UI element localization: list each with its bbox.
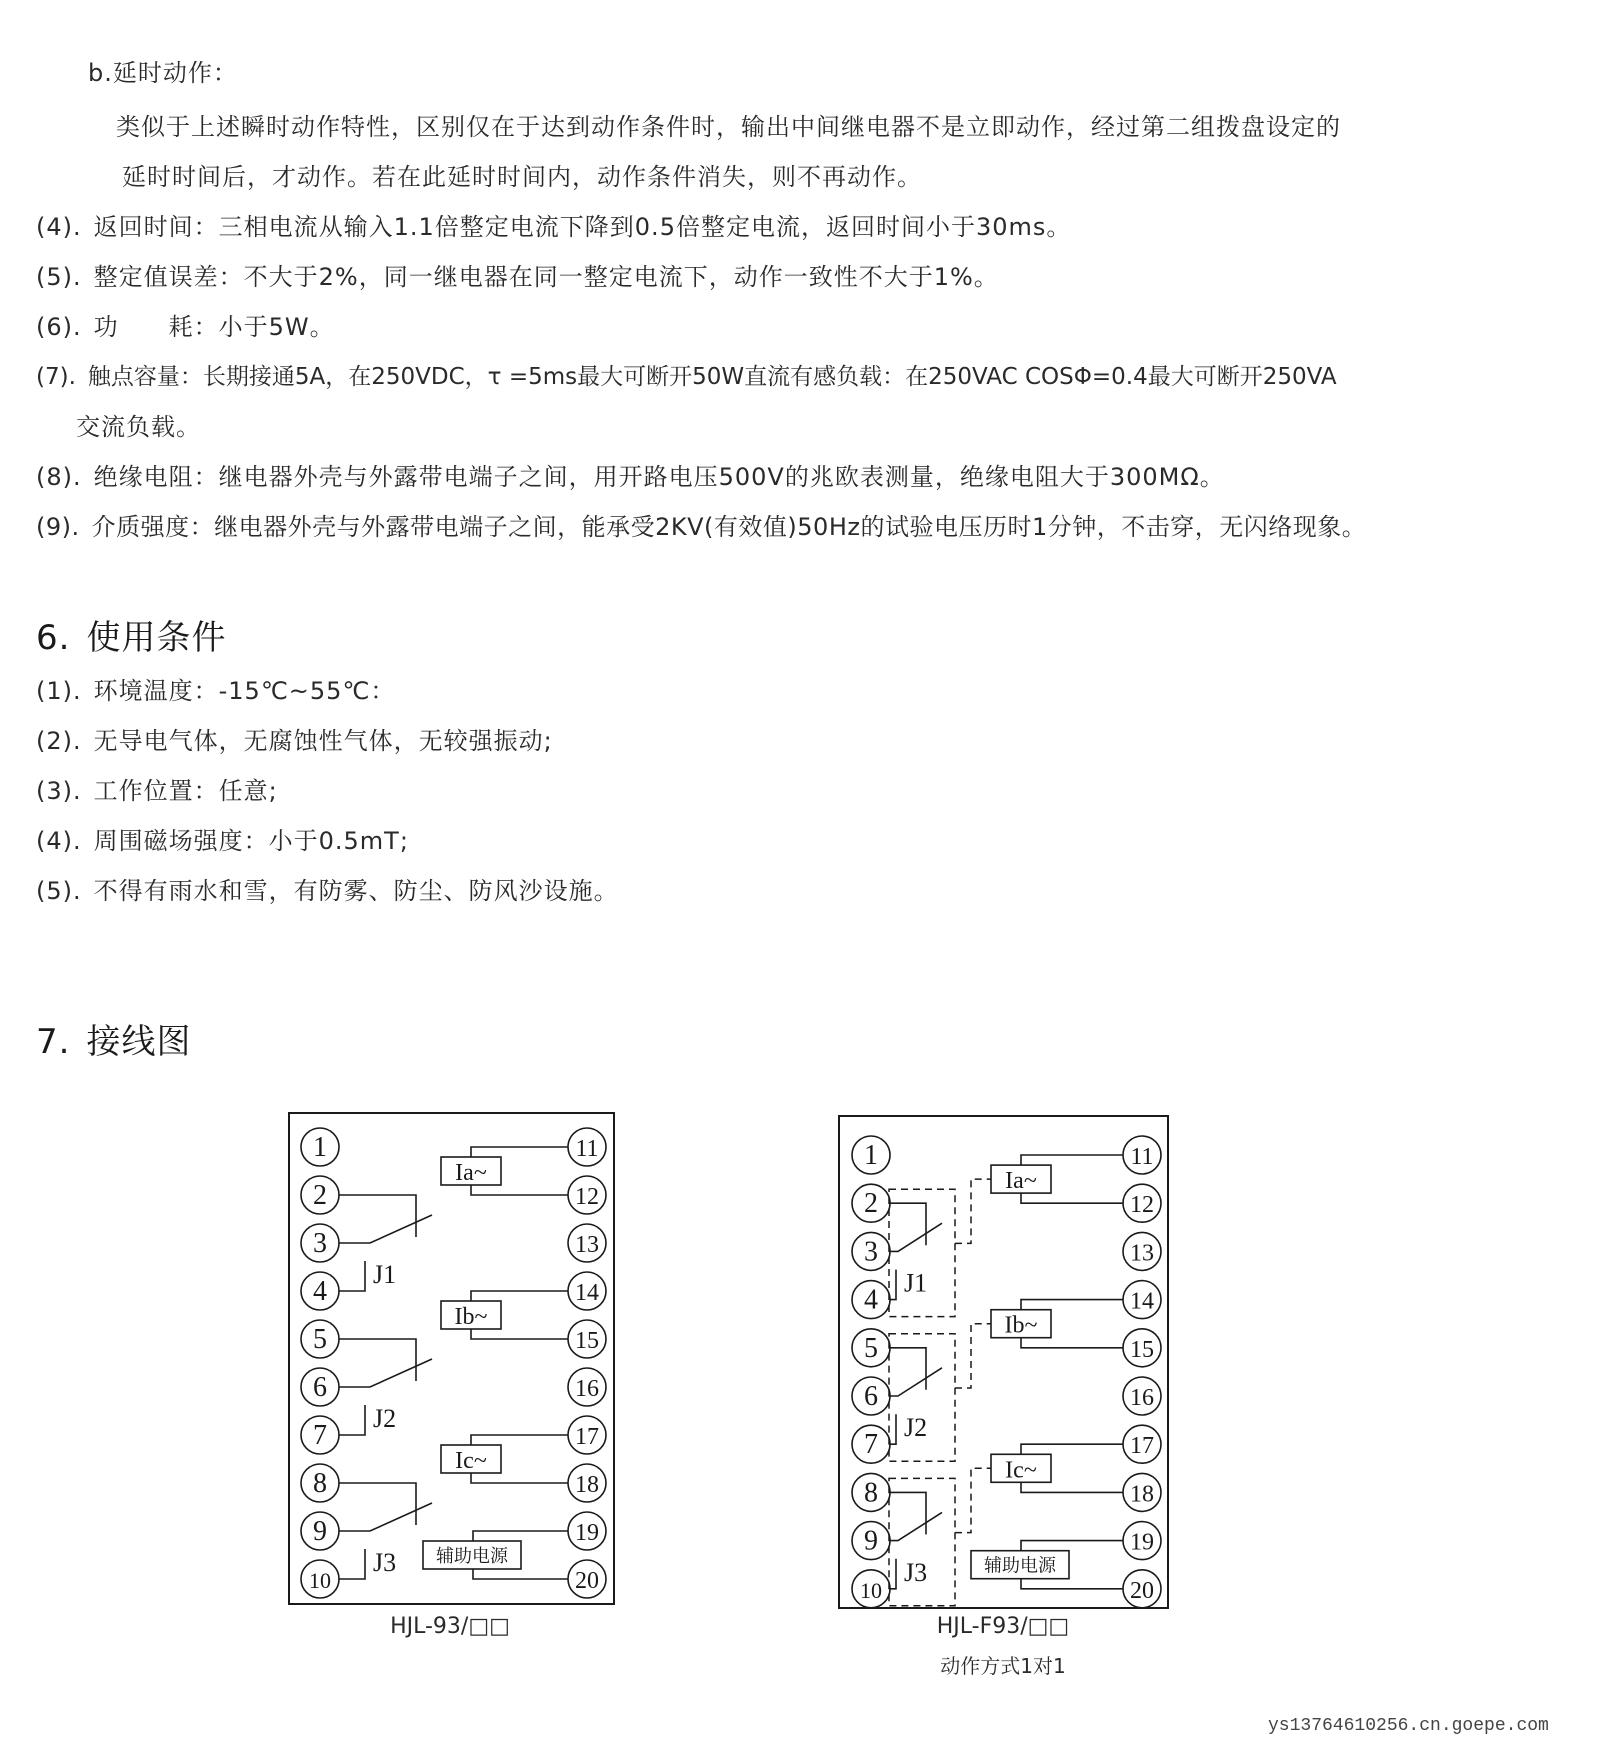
- relay-label: J3: [373, 1548, 397, 1577]
- terminal-label: 16: [575, 1376, 599, 1402]
- coil-label: Ia~: [455, 1160, 487, 1186]
- b-paragraph-line2: 延时时间后，才动作。若在此延时时间内，动作条件消失，则不再动作。: [122, 163, 922, 191]
- coil-lead-top: [1021, 1300, 1123, 1310]
- terminal-label: 10: [860, 1577, 882, 1603]
- terminal-label: 4: [313, 1276, 327, 1307]
- item-number: (4).: [36, 213, 82, 241]
- terminal-label: 9: [864, 1525, 878, 1557]
- coil-lead-bottom: [1021, 1193, 1123, 1203]
- coil-label: Ib~: [1004, 1312, 1038, 1339]
- aux-power-label: 辅助电源: [436, 1546, 508, 1567]
- terminal-label: 17: [1130, 1433, 1154, 1460]
- coil-link-dashed: [955, 1324, 991, 1388]
- item-text: 工作位置：任意;: [93, 777, 278, 805]
- item-text: 不得有雨水和雪，有防雾、防尘、防风沙设施。: [93, 877, 619, 905]
- terminal-label: 19: [1130, 1529, 1154, 1556]
- terminal-label: 11: [1130, 1144, 1154, 1170]
- diagram-2-subcaption: 动作方式1对1: [940, 1654, 1066, 1678]
- item-number: (3).: [36, 777, 82, 805]
- terminal-label: 15: [575, 1328, 599, 1354]
- b-title: b.延时动作：: [88, 59, 238, 87]
- coil-label: Ic~: [455, 1448, 487, 1474]
- terminal-label: 10: [309, 1568, 331, 1593]
- item-number: (6).: [36, 313, 82, 341]
- terminal-label: 12: [575, 1184, 599, 1210]
- terminal-label: 18: [575, 1472, 599, 1498]
- aux-lead-top: [1021, 1541, 1123, 1551]
- aux-lead-bottom: [1021, 1579, 1123, 1589]
- relay-switch-blade: [890, 1512, 942, 1540]
- section-title: 接线图: [86, 1022, 192, 1062]
- item-text: 整定值误差：不大于2%，同一继电器在同一整定电流下，动作一致性不大于1%。: [93, 263, 999, 291]
- coil-lead-bottom: [1021, 1482, 1123, 1492]
- coil-link-dashed: [955, 1468, 991, 1532]
- terminal-label: 14: [575, 1280, 599, 1306]
- terminal-label: 17: [575, 1424, 599, 1450]
- coil-lead-bottom: [1021, 1338, 1123, 1348]
- terminal-label: 14: [1130, 1288, 1154, 1315]
- item-text: 无导电气体，无腐蚀性气体，无较强振动;: [93, 727, 553, 755]
- relay-switch-blade: [890, 1223, 942, 1251]
- b-paragraph-line1: 类似于上述瞬时动作特性，区别仅在于达到动作条件时，输出中间继电器不是立即动作，经过第二组拨盘设定的: [116, 113, 1341, 141]
- terminal-label: 7: [313, 1420, 327, 1451]
- diagram-2-caption: HJL-F93/□□: [936, 1614, 1070, 1639]
- section-number: 6.: [36, 618, 71, 658]
- terminal-label: 2: [864, 1188, 878, 1220]
- coil-lead-top: [1021, 1444, 1123, 1454]
- terminal-label: 4: [864, 1284, 878, 1316]
- item-number: (7).: [36, 364, 76, 390]
- terminal-label: 7: [864, 1429, 878, 1461]
- terminal-label: 9: [313, 1516, 327, 1547]
- item-text: 介质强度：继电器外壳与外露带电端子之间，能承受2KV(有效值)50Hz的试验电压历时1分钟，不击穿，无闪络现象。: [91, 513, 1367, 541]
- item-number: (4).: [36, 827, 82, 855]
- terminal-label: 15: [1130, 1336, 1154, 1363]
- coil-link-dashed: [955, 1179, 991, 1243]
- terminal-label: 5: [313, 1324, 327, 1355]
- item-text: 功 耗：小于5W。: [93, 313, 335, 341]
- relay-contact-line: [890, 1348, 926, 1390]
- terminal-label: 3: [864, 1236, 878, 1268]
- terminal-label: 2: [313, 1180, 327, 1211]
- terminal-label: 16: [1130, 1385, 1154, 1411]
- terminal-label: 20: [575, 1568, 599, 1594]
- diagram-1-caption: HJL-93/□□: [390, 1614, 510, 1639]
- item-number: (9).: [36, 513, 80, 541]
- item-number: (8).: [36, 463, 82, 491]
- terminal-label: 6: [864, 1381, 878, 1412]
- terminal-label: 8: [313, 1468, 327, 1499]
- relay-label: J1: [904, 1268, 928, 1298]
- coil-label: Ia~: [1005, 1168, 1037, 1195]
- relay-switch-blade: [890, 1368, 942, 1396]
- relay-coil-lead: [890, 1414, 896, 1444]
- section-title: 使用条件: [86, 618, 227, 658]
- terminal-label: 11: [575, 1136, 599, 1162]
- item-number: (5).: [36, 877, 82, 905]
- terminal-label: 19: [575, 1520, 599, 1546]
- terminal-label: 1: [864, 1140, 878, 1171]
- terminal-label: 5: [864, 1332, 878, 1364]
- relay-label: J2: [373, 1404, 397, 1433]
- terminal-label: 3: [313, 1228, 327, 1259]
- item-text: 环境温度：-15℃~55℃：: [93, 677, 396, 705]
- terminal-label: 13: [575, 1232, 599, 1258]
- aux-power-label: 辅助电源: [984, 1555, 1056, 1577]
- spec-item-7-continuation: 交流负载。: [76, 413, 201, 441]
- item-number: (5).: [36, 263, 82, 291]
- coil-label: Ib~: [454, 1304, 488, 1330]
- terminal-label: 13: [1130, 1240, 1154, 1267]
- watermark: ys13764610256.cn.goepe.com: [1268, 1716, 1549, 1736]
- item-text: 触点容量：长期接通5A，在250VDC，τ =5ms最大可断开50W直流有感负载：在250VAC COSΦ=0.4最大可断开250VA: [87, 364, 1337, 390]
- terminal-label: 6: [313, 1372, 327, 1403]
- coil-label: Ic~: [1005, 1457, 1037, 1484]
- relay-coil-lead: [890, 1559, 896, 1589]
- item-text: 绝缘电阻：继电器外壳与外露带电端子之间，用开路电压500V的兆欧表测量，绝缘电阻大于300MΩ。: [93, 463, 1225, 491]
- relay-label: J1: [373, 1260, 397, 1289]
- relay-label: J2: [904, 1413, 928, 1443]
- relay-label: J3: [904, 1557, 928, 1587]
- section-number: 7.: [36, 1022, 71, 1062]
- item-text: 返回时间：三相电流从输入1.1倍整定电流下降到0.5倍整定电流，返回时间小于30ms。: [93, 213, 1072, 241]
- terminal-label: 1: [313, 1132, 327, 1163]
- terminal-label: 8: [864, 1477, 878, 1509]
- terminal-label: 20: [1130, 1577, 1154, 1604]
- coil-lead-top: [1021, 1155, 1123, 1165]
- terminal-label: 12: [1130, 1192, 1154, 1219]
- relay-contact-line: [890, 1492, 926, 1534]
- terminal-label: 18: [1130, 1481, 1154, 1508]
- relay-coil-lead: [890, 1270, 896, 1300]
- item-text: 周围磁场强度：小于0.5mT;: [93, 827, 409, 855]
- relay-contact-line: [890, 1203, 926, 1245]
- item-number: (1).: [36, 677, 82, 705]
- item-number: (2).: [36, 727, 82, 755]
